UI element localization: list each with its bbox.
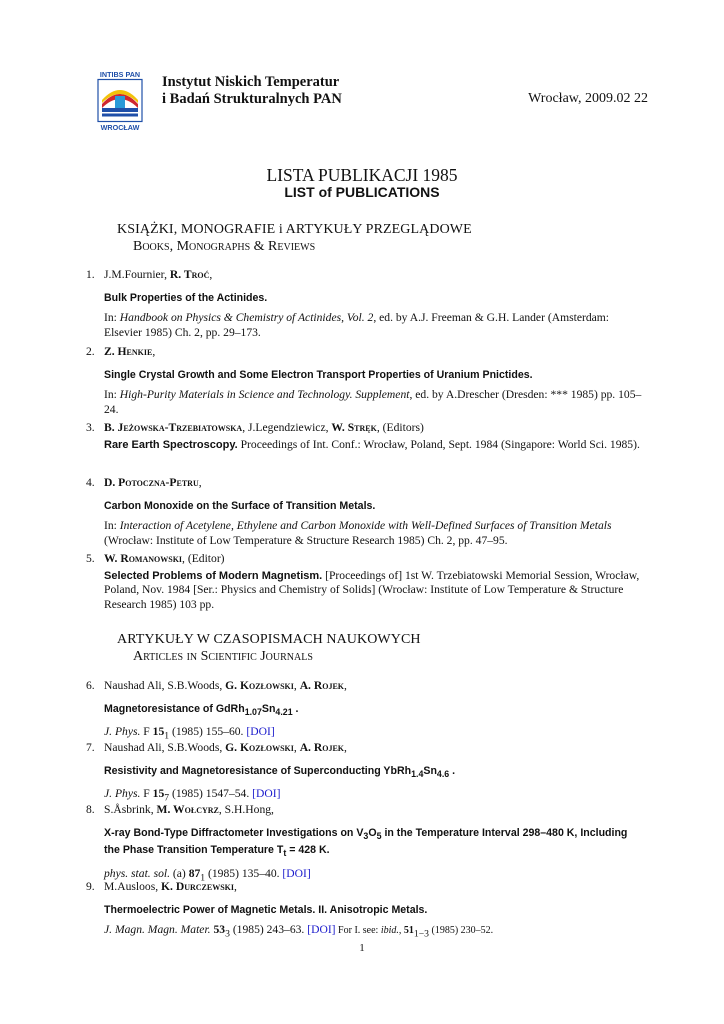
- institute-line-1: Instytut Niskich Temperatur: [162, 74, 340, 90]
- author-name: G. Kozłowski: [225, 679, 294, 692]
- publication-entry: [86, 679, 646, 744]
- text-run: (Wrocław: Institute of Low Temperature & Structure Research 1985) Ch. 2, pp. 47–95.: [104, 533, 508, 547]
- author-name: R. Troć: [169, 268, 210, 281]
- text-run: t: [283, 848, 287, 859]
- intibs-logo: [96, 70, 144, 132]
- text-run: = 428 K.: [286, 844, 330, 857]
- entry-authors: [104, 268, 646, 283]
- text-run: Interaction of Acetylene, Ethylene and Carbon Monoxide with Well-Defined Surfaces of Transition Metals: [119, 519, 612, 532]
- entry-reference: [104, 569, 646, 613]
- publication-entry: [86, 268, 646, 340]
- text-run: Naushad Ali, S.B.Woods,: [104, 741, 226, 754]
- text-run: 4.6: [436, 768, 450, 779]
- text-run: 1: [164, 730, 170, 742]
- text-run: 5: [376, 830, 382, 841]
- section-heading-pl: ARTYKUŁY W CZASOPISMACH NAUKOWYCH: [117, 632, 421, 647]
- text-run: 1−3: [413, 928, 429, 940]
- institute-line-2: i Badań Strukturalnych PAN: [162, 91, 342, 107]
- publication-entry: [86, 803, 646, 886]
- entry-authors: [104, 880, 646, 895]
- entry-title: [104, 702, 646, 720]
- text-run: J. Phys.: [104, 725, 141, 739]
- text-run: For I. see:: [335, 925, 381, 936]
- text-run: [Proceedings of] 1st W. Trzebiatowski Memorial Session, Wrocław, Poland, Nov. 1984 [Ser.: Physics and Chemistry of Solids] (Wrocław: Institute of Low Temperature & Structure Research 1985) 103 pp.: [104, 568, 640, 611]
- entry-reference: [104, 388, 646, 417]
- publication-entry: [86, 345, 646, 417]
- author-name: M. Wołcyrz: [156, 803, 219, 816]
- entry-body: [104, 268, 646, 340]
- publication-entry: [86, 476, 646, 548]
- document-title: LISTA PUBLIKACJI 1985: [266, 165, 458, 185]
- author-name: A. Rojek: [299, 679, 345, 692]
- author-name: A. Rojek: [299, 741, 345, 754]
- text-run: ,: [344, 679, 347, 692]
- text-run: J.M.Fournier,: [104, 268, 170, 281]
- text-run: (1985) 1547–54.: [169, 787, 253, 801]
- text-run: , ed. by A.Drescher (Dresden: *** 1985) pp. 105–24.: [104, 388, 642, 416]
- logo-top-text: INTIBS PAN: [99, 70, 141, 79]
- entry-body: [104, 803, 646, 886]
- text-run: F: [140, 787, 153, 801]
- entry-title: Bulk Properties of the Actinides.: [104, 291, 268, 304]
- entry-authors: [104, 421, 646, 436]
- logo-bottom-text: WROCŁAW: [100, 123, 140, 132]
- text-run: J. Magn. Magn. Mater.: [104, 923, 211, 936]
- text-run: Proceedings of Int. Conf.: Wrocław, Poland, Sept. 1984 (Singapore: World Sci. 1985).: [237, 437, 640, 451]
- entry-body: [104, 880, 646, 942]
- doi-link[interactable]: [DOI]: [252, 787, 281, 801]
- entry-title: [104, 826, 646, 861]
- entry-title: [104, 764, 646, 782]
- text-run: Naushad Ali, S.B.Woods,: [104, 679, 226, 692]
- entry-title: Carbon Monoxide on the Surface of Transition Metals.: [104, 499, 376, 512]
- text-run: J. Phys.: [104, 787, 141, 801]
- text-run: Magnetoresistance of GdRh: [104, 702, 245, 715]
- text-run: F: [140, 725, 153, 739]
- text-run: In:: [104, 388, 120, 401]
- text-run: (1985) 243–63.: [229, 923, 308, 936]
- doi-link[interactable]: [DOI]: [307, 923, 336, 936]
- text-run: S.Åsbrink,: [104, 803, 157, 816]
- text-run: Sn: [261, 702, 276, 715]
- text-run: In:: [104, 519, 120, 532]
- text-run: M.Ausloos,: [104, 880, 162, 893]
- text-run: Sn: [423, 764, 437, 777]
- entry-authors: [104, 679, 646, 694]
- entry-body: [104, 552, 646, 612]
- text-run: In:: [104, 311, 120, 324]
- text-run: 53: [213, 923, 226, 936]
- text-run: 51: [403, 925, 414, 936]
- entry-number: 2.: [86, 345, 95, 358]
- author-name: G. Kozłowski: [225, 741, 294, 754]
- entry-number: 6.: [86, 679, 95, 692]
- text-run: , J.Legendziewicz,: [242, 421, 332, 434]
- entry-reference: [104, 923, 646, 942]
- entry-reference: [104, 438, 646, 453]
- document-date: Wrocław, 2009.02 22: [528, 91, 648, 106]
- entry-number: 8.: [86, 803, 95, 816]
- text-run: High-Purity Materials in Science and Technology. Supplement: [119, 388, 410, 401]
- text-run: phys. stat. sol.: [104, 866, 171, 880]
- text-run: .: [292, 702, 299, 715]
- text-run: (1985) 230–52.: [429, 925, 494, 936]
- author-name: Z. Henkie: [104, 345, 153, 358]
- text-run: .: [449, 764, 456, 777]
- publication-entry: [86, 880, 646, 942]
- entry-number: 4.: [86, 476, 95, 489]
- publication-entry: [86, 421, 646, 452]
- entry-title: Thermoelectric Power of Magnetic Metals. II. Anisotropic Metals.: [104, 903, 428, 916]
- entry-authors: [104, 803, 646, 818]
- entry-authors: [104, 741, 646, 756]
- entry-body: [104, 679, 646, 744]
- entry-body: [104, 476, 646, 548]
- publication-entry: [86, 741, 646, 806]
- text-run: , (Editors): [376, 421, 424, 434]
- text-run: 15: [152, 725, 165, 739]
- text-run: X-ray Bond-Type Diffractometer Investigations on V: [104, 826, 364, 839]
- entry-title: Single Crystal Growth and Some Electron Transport Properties of Uranium Pnictides.: [104, 368, 533, 381]
- section-heading-articles: [117, 632, 421, 666]
- entry-authors: [104, 345, 646, 360]
- text-run: , ed. by A.J. Freeman & G.H. Lander (Amsterdam: Elsevier 1985) Ch. 2, pp. 29–173.: [104, 311, 610, 339]
- text-run: 87: [188, 866, 201, 880]
- entry-number: 5.: [86, 552, 95, 565]
- text-run: Handbook on Physics & Chemistry of Actinides, Vol. 2: [119, 311, 374, 324]
- doi-link[interactable]: [DOI]: [282, 866, 311, 880]
- section-heading-books: [117, 222, 472, 256]
- section-heading-en: Books, Monographs & Reviews: [133, 239, 316, 254]
- text-run: 1.07: [244, 706, 262, 717]
- author-name: B. Jeżowska-Trzebiatowska: [104, 421, 243, 434]
- section-heading-pl: KSIĄŻKI, MONOGRAFIE i ARTYKUŁY PRZEGLĄDOWE: [117, 222, 472, 237]
- text-run: 3: [225, 928, 230, 940]
- text-run: ,: [234, 880, 237, 893]
- text-run: ibid.: [380, 925, 399, 936]
- text-run: ,: [209, 268, 213, 281]
- text-run: in the Temperature Interval 298–480 K, Including the Phase Transition Temperature T: [104, 826, 628, 857]
- entry-title: Selected Problems of Modern Magnetism.: [104, 569, 323, 582]
- author-name: W. Stręk: [331, 421, 377, 434]
- entry-number: 3.: [86, 421, 95, 434]
- entry-authors: [104, 552, 646, 567]
- text-run: Resistivity and Magnetoresistance of Superconducting YbRh: [104, 764, 412, 777]
- text-run: 15: [152, 787, 165, 801]
- text-run: , (Editor): [182, 552, 225, 565]
- text-run: 4.21: [275, 706, 293, 717]
- entry-body: [104, 345, 646, 417]
- text-run: ,: [293, 741, 300, 754]
- text-run: ,: [293, 679, 300, 692]
- entry-number: 7.: [86, 741, 95, 754]
- text-run: 3: [363, 830, 369, 841]
- section-heading-en: Articles in Scientific Journals: [133, 649, 313, 664]
- entry-number: 9.: [86, 880, 95, 893]
- publication-entry: [86, 552, 646, 612]
- text-run: 1: [200, 872, 206, 884]
- text-run: (1985) 155–60.: [169, 725, 247, 739]
- text-run: (1985) 135–40.: [205, 866, 283, 880]
- text-run: ,: [398, 925, 404, 936]
- author-name: W. Romanowski: [104, 552, 183, 565]
- text-run: 1.4: [411, 768, 424, 779]
- text-run: ,: [198, 476, 202, 489]
- document-subtitle: LIST of PUBLICATIONS: [284, 184, 440, 200]
- author-name: D. Potoczna-Petru: [104, 476, 199, 489]
- entry-title: Rare Earth Spectroscopy.: [104, 438, 238, 451]
- entry-reference: [104, 311, 646, 340]
- text-run: O: [368, 826, 377, 839]
- doi-link[interactable]: [DOI]: [246, 725, 275, 739]
- text-run: ,: [344, 741, 347, 754]
- institute-name: [162, 74, 342, 108]
- entry-number: 1.: [86, 268, 95, 281]
- text-run: , S.H.Hong,: [218, 803, 274, 816]
- entry-body: [104, 421, 646, 452]
- page-number: 1: [359, 942, 365, 954]
- author-name: K. Durczewski: [161, 880, 234, 893]
- entry-authors: [104, 476, 646, 491]
- text-run: 7: [164, 792, 170, 804]
- text-run: ,: [152, 345, 156, 358]
- entry-reference: [104, 519, 646, 548]
- text-run: (a): [170, 866, 189, 880]
- entry-body: [104, 741, 646, 806]
